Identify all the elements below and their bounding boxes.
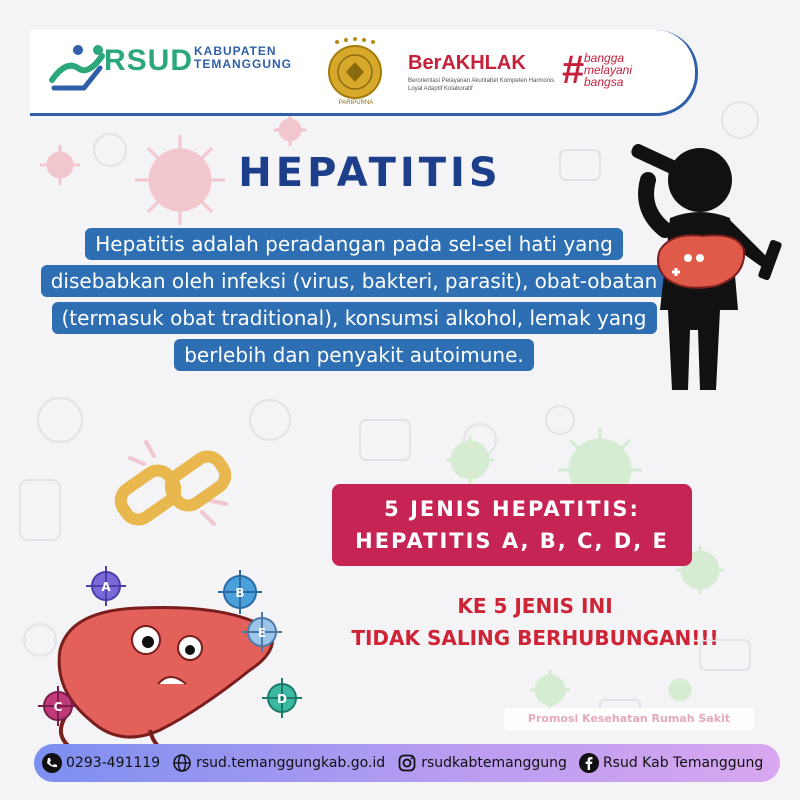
bangga-melayani-bangsa bbox=[584, 52, 632, 88]
globe-icon bbox=[172, 753, 192, 773]
page-title: HEPATITIS bbox=[238, 150, 502, 196]
footer-contact-bar bbox=[34, 744, 780, 782]
instagram-icon bbox=[397, 753, 417, 773]
warning-line1: KE 5 JENIS INI bbox=[457, 594, 613, 618]
virus-label-b: B bbox=[235, 586, 245, 600]
footer-facebook[interactable] bbox=[579, 753, 763, 773]
bangga-line3: bangsa bbox=[584, 75, 624, 89]
drinking-person-icon bbox=[620, 140, 800, 410]
types-line2: HEPATITIS A, B, C, D, E bbox=[355, 529, 669, 553]
instagram-handle: rsudkabtemanggung bbox=[421, 755, 567, 771]
website-url: rsud.temanggungkab.go.id bbox=[196, 755, 386, 771]
sad-liver-icon bbox=[30, 560, 310, 760]
footer-phone[interactable] bbox=[42, 753, 160, 773]
berakhlak-logo: BerAKHLAK bbox=[408, 52, 526, 74]
types-line1: 5 JENIS HEPATITIS: bbox=[384, 497, 640, 521]
warning-line2: TIDAK SALING BERHUBUNGAN!!! bbox=[351, 626, 719, 650]
promo-label: Promosi Kesehatan Rumah Sakit bbox=[504, 708, 754, 730]
kabupaten-label bbox=[194, 45, 292, 71]
bangga-hash-icon: # bbox=[562, 48, 585, 92]
kabupaten-line2: TEMANGGUNG bbox=[194, 57, 292, 71]
warning-text bbox=[310, 590, 760, 654]
phone-icon bbox=[42, 753, 62, 773]
broken-link-icon bbox=[110, 434, 240, 544]
footer-website[interactable] bbox=[172, 753, 385, 773]
header-bar bbox=[30, 30, 698, 116]
virus-label-d: D bbox=[277, 692, 287, 706]
facebook-page: Rsud Kab Temanggung bbox=[602, 755, 764, 771]
description-block bbox=[36, 226, 672, 374]
virus-label-a: A bbox=[101, 580, 111, 594]
phone-number: 0293-491119 bbox=[66, 755, 161, 771]
kabupaten-line1: KABUPATEN bbox=[194, 44, 277, 58]
facebook-icon bbox=[579, 753, 599, 773]
bangga-line1: bangga bbox=[584, 51, 625, 65]
footer-instagram[interactable] bbox=[397, 753, 567, 773]
rsud-wordmark: RSUD bbox=[104, 44, 194, 77]
bangga-line2: melayani bbox=[584, 63, 633, 77]
virus-label-c: C bbox=[53, 700, 63, 714]
hepatitis-types-box bbox=[332, 484, 692, 566]
berakhlak-subtitle: Berorientasi Pelayanan Akuntabel Kompeten Harmonis Loyal Adaptif Kolaboratif bbox=[408, 78, 555, 92]
emblem-label: PARIPURNA bbox=[338, 100, 374, 106]
description-text: Hepatitis adalah peradangan pada sel-sel hati yang disebabkan oleh infeksi (virus, bakteri, parasit), obat-obatan (termasuk obat traditional), konsumsi alkohol, lemak yang berlebih dan penyakit autoimune. bbox=[41, 228, 668, 371]
paripurna-emblem-icon bbox=[320, 36, 390, 110]
virus-label-e: E bbox=[257, 626, 267, 640]
